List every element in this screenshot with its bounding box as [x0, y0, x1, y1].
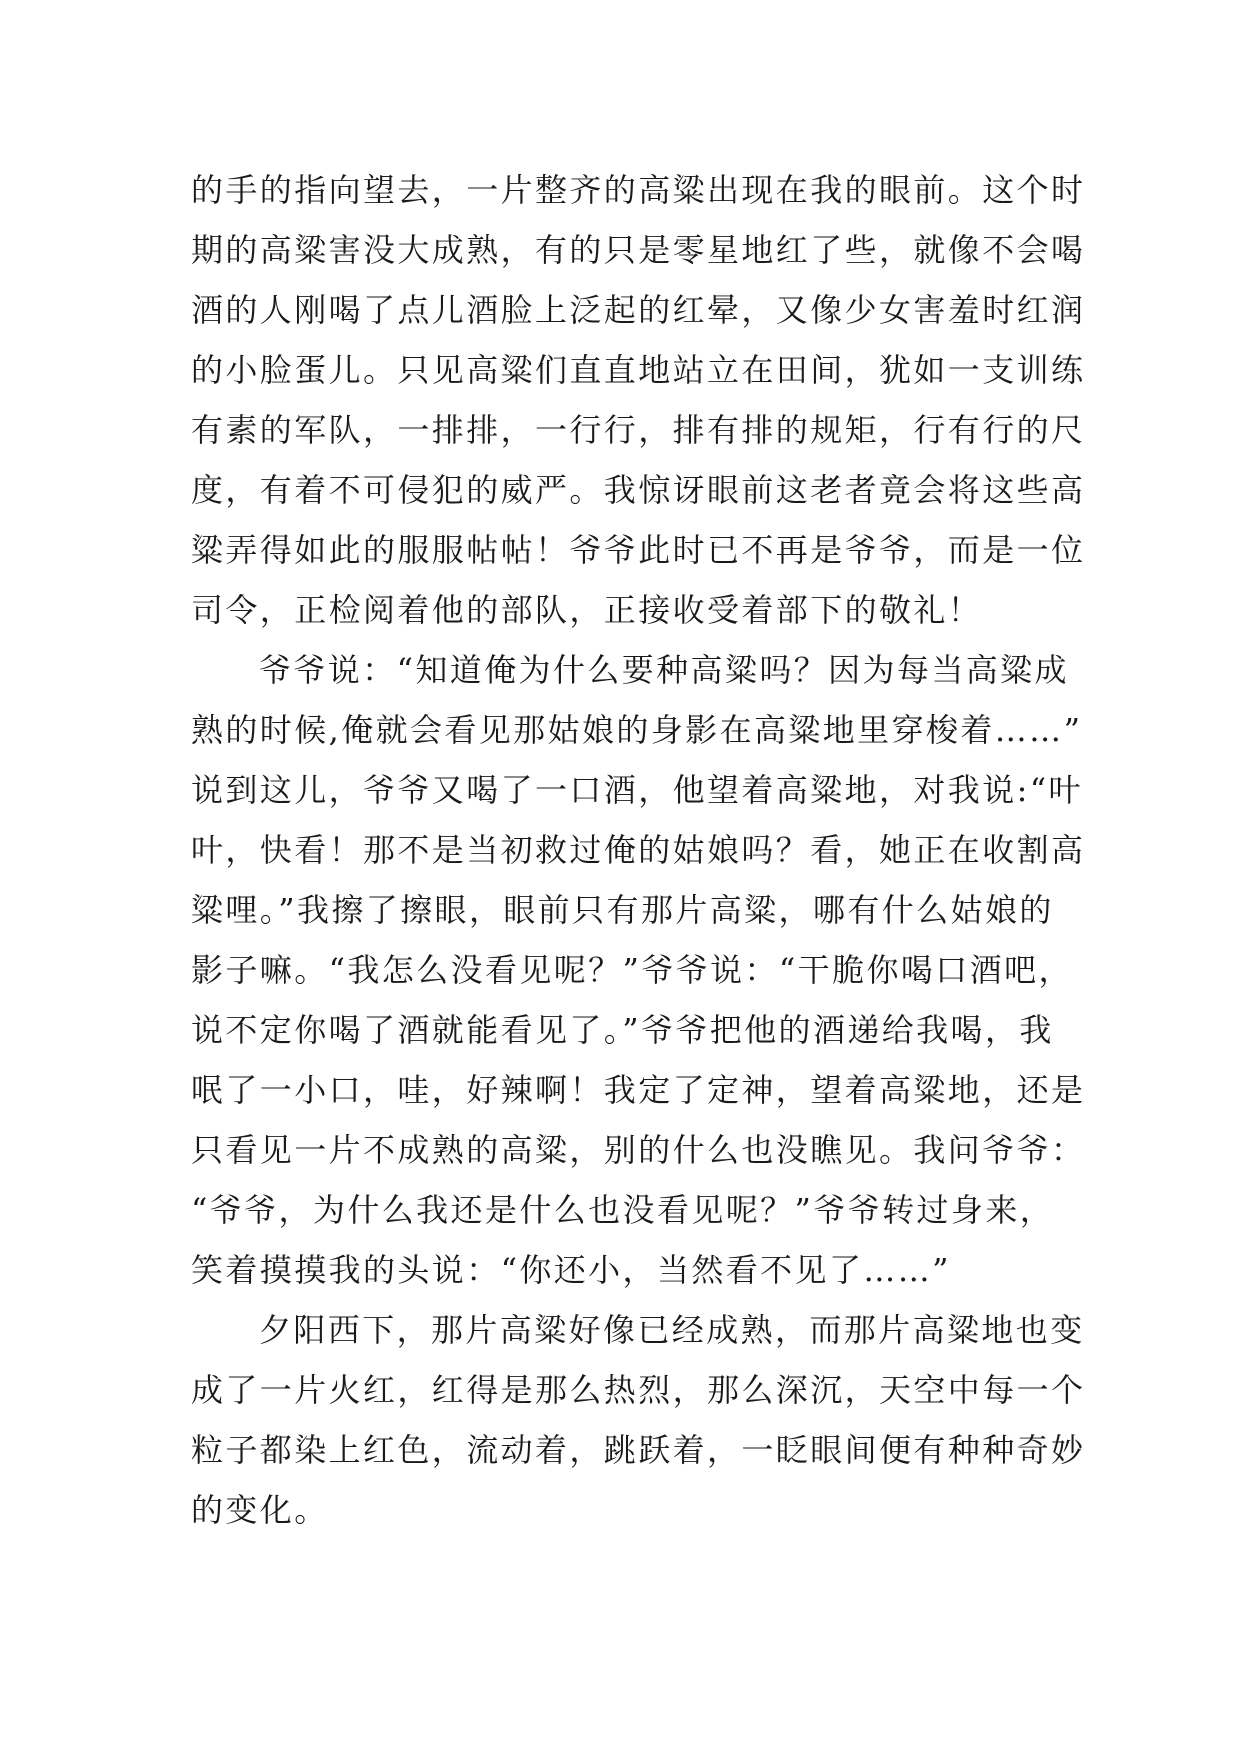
- text-line: 熟的时候,俺就会看见那姑娘的身影在高粱地里穿梭着……”: [191, 711, 1083, 749]
- text-line: 度，有着不可侵犯的威严。我惊讶眼前这老者竟会将这些高: [191, 471, 1086, 509]
- text-line: 粱弄得如此的服服帖帖！爷爷此时已不再是爷爷，而是一位: [191, 531, 1086, 569]
- text-line: 期的高粱害没大成熟，有的只是零星地红了些，就像不会喝: [191, 231, 1086, 269]
- text-line: 的变化。: [191, 1491, 329, 1529]
- text-line: 影子嘛。“我怎么没看见呢？”爷爷说：“干脆你喝口酒吧，: [191, 951, 1073, 989]
- text-line: 成了一片火红，红得是那么热烈，那么深沉，天空中每一个: [191, 1371, 1086, 1409]
- text-line: 笑着摸摸我的头说：“你还小，当然看不见了……”: [191, 1251, 951, 1289]
- text-line: 司令，正检阅着他的部队，正接收受着部下的敬礼！: [191, 591, 983, 629]
- text-line: 的手的指向望去，一片整齐的高粱出现在我的眼前。这个时: [191, 171, 1086, 209]
- paragraph-first-line: 夕阳西下，那片高粱好像已经成熟，而那片高粱地也变: [259, 1311, 1085, 1349]
- paragraph-first-line: 爷爷说：“知道俺为什么要种高粱吗？因为每当高粱成: [259, 651, 1069, 689]
- text-line: 有素的军队，一排排，一行行，排有排的规矩，行有行的尺: [191, 411, 1086, 449]
- text-line: 呡了一小口，哇，好辣啊！我定了定神，望着高粱地，还是: [191, 1071, 1086, 1109]
- text-line: 粒子都染上红色，流动着，跳跃着，一眨眼间便有种种奇妙: [191, 1431, 1086, 1469]
- body-text: [191, 160, 1086, 1540]
- text-line: 酒的人刚喝了点儿酒脸上泛起的红晕，又像少女害羞时红润: [191, 291, 1086, 329]
- text-line: 粱哩。”我擦了擦眼，眼前只有那片高粱，哪有什么姑娘的: [191, 891, 1054, 929]
- text-line: “爷爷，为什么我还是什么也没看见呢？”爷爷转过身来，: [191, 1191, 1055, 1229]
- text-line: 只看见一片不成熟的高粱，别的什么也没瞧见。我问爷爷：: [191, 1131, 1086, 1169]
- text-line: 叶，快看！那不是当初救过俺的姑娘吗？看，她正在收割高: [191, 831, 1086, 869]
- text-line: 说到这儿，爷爷又喝了一口酒，他望着高粱地，对我说:“叶: [191, 771, 1083, 809]
- text-line: 说不定你喝了酒就能看见了。”爷爷把他的酒递给我喝，我: [191, 1011, 1054, 1049]
- text-line: 的小脸蛋儿。只见高粱们直直地站立在田间，犹如一支训练: [191, 351, 1086, 389]
